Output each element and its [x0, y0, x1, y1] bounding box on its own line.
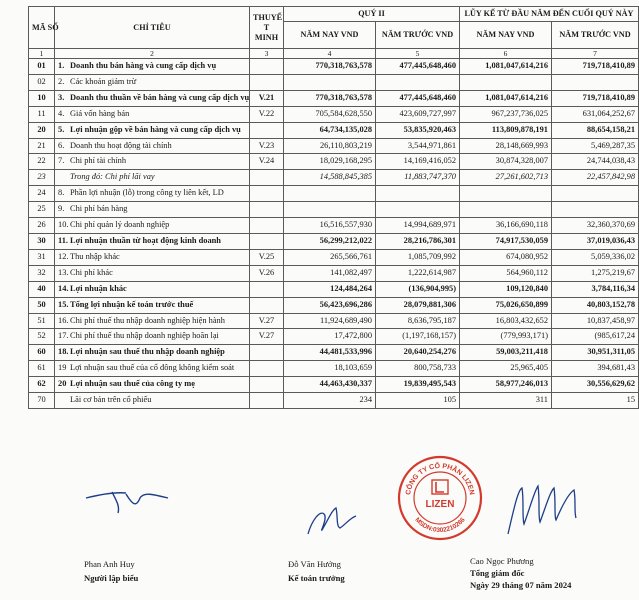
table-row — [29, 345, 639, 361]
quarter-this-year: 124,484,264 — [284, 281, 376, 297]
income-statement-table — [28, 6, 639, 409]
row-code: 25 — [29, 202, 55, 218]
row-label: Lợi nhuận gộp về bán hàng và cung cấp dịch vụ — [70, 124, 241, 134]
row-label: Lợi nhuận sau thuế của công ty mẹ — [70, 379, 195, 389]
row-number: 14. — [58, 283, 69, 293]
row-label: Doanh thu bán hàng và cung cấp dịch vụ — [70, 61, 217, 70]
header-quy: QUÝ II — [284, 7, 460, 22]
accountant-signature — [302, 500, 362, 540]
row-label: Lợi nhuận thuần từ hoạt động kinh doanh — [70, 235, 221, 245]
table-row — [29, 122, 639, 138]
row-label-cell — [55, 297, 250, 313]
preparer-signature — [82, 486, 172, 516]
row-code: 70 — [29, 393, 55, 409]
quarter-this-year: 265,566,761 — [284, 249, 376, 265]
row-label-cell — [55, 186, 250, 202]
quarter-this-year: 56,423,696,286 — [284, 297, 376, 313]
ytd-this-year: 1,081,047,614,216 — [460, 59, 552, 75]
row-label: Lợi nhuận sau thuế thu nhập doanh nghiệp — [70, 347, 225, 357]
row-number: 3. — [58, 92, 65, 102]
ytd-last-year: 40,803,152,78 — [552, 297, 639, 313]
row-number: 18. — [58, 347, 69, 357]
row-label: Chi phí tài chính — [70, 156, 127, 166]
accountant-block — [288, 559, 345, 583]
col-index: 3 — [250, 49, 284, 59]
row-code: 52 — [29, 329, 55, 345]
ytd-this-year: 967,237,736,025 — [460, 106, 552, 122]
quarter-this-year: 770,318,763,578 — [284, 90, 376, 106]
row-note: V.26 — [250, 265, 284, 281]
row-label: Chi phí khác — [70, 267, 113, 277]
row-label: Lợi nhuận sau thuế của cổ đông không kiểm soát — [70, 363, 235, 373]
accountant-title: Kế toán trưởng — [288, 573, 345, 583]
ytd-this-year — [460, 186, 552, 202]
row-code: 60 — [29, 345, 55, 361]
quarter-last-year: 28,079,881,306 — [376, 297, 460, 313]
row-code: 30 — [29, 233, 55, 249]
ytd-this-year: 311 — [460, 393, 552, 409]
row-note: V.27 — [250, 313, 284, 329]
row-label-cell — [55, 329, 250, 345]
header-chi-tieu: CHỈ TIÊU — [55, 7, 250, 49]
row-note: V.24 — [250, 154, 284, 170]
row-note — [250, 170, 284, 186]
quarter-this-year: 16,516,557,930 — [284, 218, 376, 234]
ytd-last-year: 3,784,116,34 — [552, 281, 639, 297]
row-note: V.25 — [250, 249, 284, 265]
quarter-this-year: 770,318,763,578 — [284, 59, 376, 75]
ytd-this-year: 74,917,530,059 — [460, 233, 552, 249]
row-label: Chi phí thuế thu nhập doanh nghiệp hiện hành — [70, 315, 225, 325]
row-label-cell — [55, 393, 250, 409]
ytd-last-year: 631,064,252,67 — [552, 106, 639, 122]
quarter-this-year: 26,110,803,219 — [284, 138, 376, 154]
row-label-cell — [55, 170, 250, 186]
quarter-last-year — [376, 202, 460, 218]
header-q-nam-nay: NĂM NAY VND — [284, 22, 376, 49]
row-label-cell — [55, 218, 250, 234]
row-label-cell — [55, 361, 250, 377]
row-note — [250, 345, 284, 361]
ytd-last-year: 24,744,038,43 — [552, 154, 639, 170]
col-index: 1 — [29, 49, 55, 59]
table-row — [29, 106, 639, 122]
quarter-last-year: 28,216,786,301 — [376, 233, 460, 249]
ytd-this-year: 1,081,047,614,216 — [460, 90, 552, 106]
ytd-last-year: 30,556,629,62 — [552, 377, 639, 393]
row-number: 10. — [58, 220, 69, 230]
table-row — [29, 329, 639, 345]
director-title: Tổng giám đốc — [470, 568, 525, 578]
quarter-last-year: 800,758,733 — [376, 361, 460, 377]
row-label: Trong đó: Chi phí lãi vay — [70, 172, 155, 182]
table-row — [29, 138, 639, 154]
ytd-this-year: 27,261,602,713 — [460, 170, 552, 186]
header-ma-so: MÃ SỐ — [29, 7, 55, 49]
quarter-this-year — [284, 202, 376, 218]
quarter-this-year — [284, 186, 376, 202]
ytd-last-year — [552, 202, 639, 218]
row-code: 20 — [29, 122, 55, 138]
preparer-name: Phan Anh Huy — [84, 559, 135, 569]
table-row — [29, 154, 639, 170]
quarter-last-year: 1,085,709,992 — [376, 249, 460, 265]
row-note — [250, 297, 284, 313]
table-row — [29, 281, 639, 297]
col-index: 6 — [460, 49, 552, 59]
row-code: 61 — [29, 361, 55, 377]
row-code: 40 — [29, 281, 55, 297]
quarter-last-year: 3,544,971,861 — [376, 138, 460, 154]
table-row — [29, 170, 639, 186]
quarter-last-year: 1,222,614,987 — [376, 265, 460, 281]
quarter-this-year: 17,472,800 — [284, 329, 376, 345]
row-number: 9. — [58, 204, 65, 214]
quarter-last-year: (1,197,168,157) — [376, 329, 460, 345]
svg-text:LIZEN: LIZEN — [425, 499, 455, 510]
quarter-this-year: 234 — [284, 393, 376, 409]
row-label-cell — [55, 377, 250, 393]
row-code: 22 — [29, 154, 55, 170]
row-label-cell — [55, 59, 250, 75]
row-note: V.22 — [250, 106, 284, 122]
ytd-last-year: 88,654,158,21 — [552, 122, 639, 138]
row-label-cell — [55, 138, 250, 154]
director-name: Cao Ngọc Phương — [470, 556, 534, 566]
quarter-this-year: 141,082,497 — [284, 265, 376, 281]
row-code: 10 — [29, 90, 55, 106]
ytd-last-year: 5,059,336,02 — [552, 249, 639, 265]
row-label-cell — [55, 154, 250, 170]
ytd-last-year — [552, 74, 639, 90]
row-number: 19 — [58, 363, 67, 373]
row-note — [250, 202, 284, 218]
row-label: Phần lợi nhuận (lỗ) trong công ty liên kết, LD — [70, 188, 224, 198]
row-note: V.21 — [250, 90, 284, 106]
svg-text:MSDN:0302210266: MSDN:0302210266 — [413, 516, 467, 535]
row-code: 50 — [29, 297, 55, 313]
ytd-last-year: 394,681,43 — [552, 361, 639, 377]
row-label: Giá vốn hàng bán — [70, 108, 130, 118]
ytd-last-year: 22,457,842,98 — [552, 170, 639, 186]
row-code: 62 — [29, 377, 55, 393]
preparer-title: Người lập biểu — [84, 573, 139, 583]
row-label-cell — [55, 249, 250, 265]
table-row — [29, 313, 639, 329]
ytd-this-year: 75,026,650,899 — [460, 297, 552, 313]
report-date: Ngày 29 tháng 07 năm 2024 — [470, 580, 572, 590]
row-code: 26 — [29, 218, 55, 234]
table-body — [29, 59, 639, 409]
quarter-last-year: 14,994,689,971 — [376, 218, 460, 234]
quarter-last-year: 8,636,795,187 — [376, 313, 460, 329]
quarter-this-year: 705,584,628,550 — [284, 106, 376, 122]
row-label: Chi phí thuế thu nhập doanh nghiệp hoãn lại — [70, 331, 219, 341]
preparer-block — [84, 559, 138, 583]
row-note: V.27 — [250, 329, 284, 345]
row-label: Doanh thu hoạt động tài chính — [70, 140, 172, 150]
row-label-cell — [55, 74, 250, 90]
row-label: Các khoản giảm trừ — [70, 76, 137, 86]
row-note — [250, 59, 284, 75]
quarter-last-year — [376, 186, 460, 202]
row-label: Doanh thu thuần về bán hàng và cung cấp dịch vụ — [70, 92, 250, 102]
row-label-cell — [55, 313, 250, 329]
row-number: 6. — [58, 140, 65, 150]
row-number: 4. — [58, 108, 65, 118]
row-note — [250, 233, 284, 249]
header-l-nam-truoc: NĂM TRƯỚC VND — [552, 22, 639, 49]
quarter-this-year: 18,103,659 — [284, 361, 376, 377]
quarter-this-year: 18,029,168,295 — [284, 154, 376, 170]
ytd-this-year: 16,803,432,652 — [460, 313, 552, 329]
quarter-this-year: 11,924,689,490 — [284, 313, 376, 329]
ytd-this-year: 109,120,840 — [460, 281, 552, 297]
ytd-last-year: 719,718,410,89 — [552, 90, 639, 106]
row-number: 17. — [58, 331, 69, 341]
row-number: 20 — [58, 379, 67, 389]
quarter-last-year — [376, 74, 460, 90]
ytd-this-year: 25,965,405 — [460, 361, 552, 377]
table-row — [29, 361, 639, 377]
table-row — [29, 249, 639, 265]
row-code: 01 — [29, 59, 55, 75]
header-thuyet-minh: THUYẾ T MINH — [250, 7, 284, 49]
ytd-last-year: 37,019,036,43 — [552, 233, 639, 249]
row-code: 31 — [29, 249, 55, 265]
row-number: 11. — [58, 235, 69, 245]
row-note — [250, 393, 284, 409]
row-label: Chi phí bán hàng — [70, 204, 128, 214]
ytd-this-year: 674,080,952 — [460, 249, 552, 265]
row-note — [250, 74, 284, 90]
ytd-this-year: 59,003,211,418 — [460, 345, 552, 361]
row-code: 32 — [29, 265, 55, 281]
quarter-last-year: 477,445,648,460 — [376, 59, 460, 75]
ytd-this-year: 564,960,112 — [460, 265, 552, 281]
row-label: Thu nhập khác — [70, 251, 120, 261]
accountant-name: Đỗ Văn Hưởng — [288, 559, 341, 569]
ytd-this-year: 30,874,328,007 — [460, 154, 552, 170]
quarter-this-year: 44,481,533,996 — [284, 345, 376, 361]
quarter-last-year: 19,839,495,543 — [376, 377, 460, 393]
ytd-last-year: 10,837,458,97 — [552, 313, 639, 329]
row-code: 11 — [29, 106, 55, 122]
quarter-this-year — [284, 74, 376, 90]
quarter-this-year: 44,463,430,337 — [284, 377, 376, 393]
ytd-last-year: 15 — [552, 393, 639, 409]
quarter-last-year: 53,835,920,463 — [376, 122, 460, 138]
row-number: 12. — [58, 251, 69, 261]
row-note: V.23 — [250, 138, 284, 154]
table-row — [29, 90, 639, 106]
table-row — [29, 59, 639, 75]
ytd-this-year — [460, 202, 552, 218]
quarter-last-year: 105 — [376, 393, 460, 409]
ytd-this-year: (779,993,171) — [460, 329, 552, 345]
row-code: 24 — [29, 186, 55, 202]
ytd-last-year — [552, 186, 639, 202]
row-note — [250, 186, 284, 202]
row-label-cell — [55, 90, 250, 106]
row-number: 16. — [58, 315, 69, 325]
table-row — [29, 265, 639, 281]
col-index: 5 — [376, 49, 460, 59]
row-note — [250, 281, 284, 297]
row-number: 1. — [58, 61, 65, 70]
row-label-cell — [55, 122, 250, 138]
row-label-cell — [55, 233, 250, 249]
director-block — [470, 556, 571, 590]
row-label-cell — [55, 281, 250, 297]
row-note — [250, 361, 284, 377]
row-label: Lãi cơ bản trên cổ phiếu — [70, 395, 152, 405]
row-number: 5. — [58, 124, 65, 134]
table-row — [29, 186, 639, 202]
row-number: 8. — [58, 188, 65, 198]
quarter-last-year: (136,904,995) — [376, 281, 460, 297]
row-code: 21 — [29, 138, 55, 154]
col-index: 2 — [55, 49, 250, 59]
ytd-last-year: 30,951,311,05 — [552, 345, 639, 361]
row-label: Tổng lợi nhuận kế toán trước thuế — [70, 299, 194, 309]
row-number: 13. — [58, 267, 69, 277]
ytd-last-year: (985,617,24 — [552, 329, 639, 345]
svg-text:CÔNG TY CỔ PHẦN LIZEN: CÔNG TY CỔ PHẦN LIZEN — [405, 462, 475, 496]
row-note — [250, 122, 284, 138]
quarter-last-year: 11,883,747,370 — [376, 170, 460, 186]
ytd-last-year: 5,469,287,35 — [552, 138, 639, 154]
director-signature — [500, 478, 600, 542]
row-label-cell — [55, 345, 250, 361]
quarter-last-year: 423,609,727,997 — [376, 106, 460, 122]
ytd-this-year: 36,166,690,118 — [460, 218, 552, 234]
ytd-this-year: 58,977,246,013 — [460, 377, 552, 393]
quarter-this-year: 64,734,135,028 — [284, 122, 376, 138]
header-l-nam-nay: NĂM NAY VND — [460, 22, 552, 49]
row-label-cell — [55, 202, 250, 218]
table-row — [29, 233, 639, 249]
row-label: Chi phí quản lý doanh nghiệp — [70, 220, 170, 230]
quarter-this-year: 56,299,212,022 — [284, 233, 376, 249]
table-row — [29, 377, 639, 393]
ytd-last-year: 1,275,219,67 — [552, 265, 639, 281]
row-number: 2. — [58, 76, 65, 86]
ytd-this-year: 28,148,669,993 — [460, 138, 552, 154]
company-stamp — [396, 454, 484, 542]
table-row — [29, 218, 639, 234]
row-number: 7. — [58, 156, 65, 166]
quarter-last-year: 477,445,648,460 — [376, 90, 460, 106]
ytd-last-year: 719,718,410,89 — [552, 59, 639, 75]
ytd-this-year: 113,809,878,191 — [460, 122, 552, 138]
table-row — [29, 202, 639, 218]
ytd-last-year: 32,360,370,69 — [552, 218, 639, 234]
row-code: 23 — [29, 170, 55, 186]
header-q-nam-truoc: NĂM TRƯỚC VND — [376, 22, 460, 49]
col-index: 4 — [284, 49, 376, 59]
col-index: 7 — [552, 49, 639, 59]
row-label-cell — [55, 106, 250, 122]
row-label-cell — [55, 265, 250, 281]
quarter-this-year: 14,588,845,385 — [284, 170, 376, 186]
row-note — [250, 218, 284, 234]
table-row — [29, 297, 639, 313]
quarter-last-year: 20,640,254,276 — [376, 345, 460, 361]
row-number: 15. — [58, 299, 69, 309]
row-note — [250, 377, 284, 393]
row-code: 02 — [29, 74, 55, 90]
ytd-this-year — [460, 74, 552, 90]
quarter-last-year: 14,169,416,052 — [376, 154, 460, 170]
table-row — [29, 74, 639, 90]
row-code: 51 — [29, 313, 55, 329]
table-row — [29, 393, 639, 409]
row-label: Lợi nhuận khác — [70, 283, 127, 293]
header-luy-ke: LŨY KẾ TỪ ĐẦU NĂM ĐẾN CUỐI QUÝ NÀY — [460, 7, 639, 22]
